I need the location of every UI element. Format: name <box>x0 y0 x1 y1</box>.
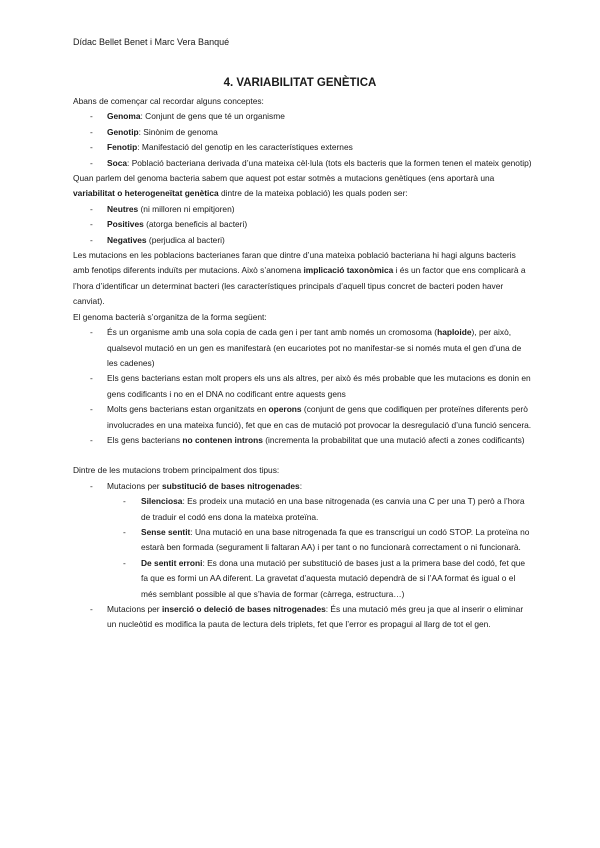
concept-term: Genoma <box>107 111 141 122</box>
substitution-text: : Es prodeix una mutació en una base nitrogenada (es canvia una C per una T) però a l’hora de traduir el codó ens dona la mateixa proteïna. <box>141 496 525 522</box>
list-item <box>73 371 533 402</box>
text-run: ), per això, qualsevol mutació en un gen es manifestarà (en eucariotes pot no manifestar-se si només muta el gen d’una de les cadenes) <box>107 327 522 368</box>
text-run: (incrementa la probabilitat que una mutació afecti a zones codificants) <box>262 434 525 445</box>
separator: : <box>127 157 132 168</box>
list-item <box>73 325 533 371</box>
text-run: Mutacions per <box>107 604 162 614</box>
separator: : <box>138 126 144 137</box>
text-run: Molts gens bacterians estan organitzats en <box>107 404 269 415</box>
list-item <box>73 109 533 124</box>
bold-run: no contenen introns <box>182 434 263 445</box>
substitution-text: : Una mutació en una base nitrogenada fa que es transcrigui un codó STOP. La proteïna no estarà ben formada (segurament li faltaran AA) i per tant o no funcionarà correctament o ni funcionarà. <box>141 526 530 553</box>
text-run: : <box>299 480 303 491</box>
mutation-effects-list <box>73 202 533 248</box>
text-run: i és un factor que ens complicarà a l’hora d’identificar un determinat bacteri (les característiques principals d’aquell tipus concret de bacteri poden haver canviat). <box>73 265 526 307</box>
bold-run: inserció o deleció de bases nitrogenades <box>161 604 326 614</box>
effect-term: Neutres <box>107 203 139 214</box>
separator: : <box>140 111 146 122</box>
concept-text: Població bacteriana derivada d’una mateixa cèl·lula (tots els bacteris que la formen tenen el mateix genotip) <box>131 157 532 168</box>
spacer <box>73 448 533 463</box>
substitution-list <box>99 494 533 602</box>
list-item <box>99 494 533 525</box>
organization-list <box>73 325 533 448</box>
list-item <box>73 602 533 633</box>
list-item <box>73 433 533 448</box>
effect-term: Positives <box>107 219 144 230</box>
list-item <box>73 156 533 171</box>
effect-term: Negatives <box>107 234 147 245</box>
bold-run: haploide <box>437 327 472 338</box>
bold-run: variabilitat o heterogeneïtat genètica <box>73 188 219 199</box>
mutation-types-paragraph: Dintre de les mutacions trobem principalment dos tipus: <box>73 465 280 476</box>
text-run: : És una mutació més greu ja que al inserir o eliminar un nucleòtid es modifica la pauta de lectura dels triplets, fet que l’error es propagui al llarg de tot el gen. <box>107 604 524 630</box>
taxonomy-paragraph <box>73 248 533 310</box>
page-header: Dídac Bellet Benet i Marc Vera Banqué <box>73 37 230 47</box>
effect-text: (atorga beneficis al bacteri) <box>143 219 248 230</box>
list-item <box>73 202 533 217</box>
list-item <box>73 217 533 232</box>
text-run: dintre de la mateixa població) les quals poden ser: <box>218 188 408 199</box>
mutation-types-list <box>73 479 533 633</box>
concept-text: Sinònim de genoma <box>143 126 218 137</box>
mutations-paragraph <box>73 171 533 202</box>
concept-term: Fenotip <box>107 142 138 153</box>
separator: : <box>137 142 142 153</box>
list-item <box>73 479 533 602</box>
text-run: Els gens bacterians estan molt propers els uns als altres, per això és més probable que les mutacions es donin en gens codificants i no en el DNA no codificant entre aquests gens <box>107 373 531 399</box>
organization-paragraph: El genoma bacterià s’organitza de la forma següent: <box>73 311 267 322</box>
concept-text: Manifestació del genotip en les característiques externes <box>141 142 353 153</box>
concept-text: Conjunt de gens que té un organisme <box>145 111 285 122</box>
text-run: Quan parlem del genoma bacteria sabem que aquest pot estar sotmès a mutacions genètiques (ens aportarà una <box>73 173 495 184</box>
concepts-list <box>73 109 533 171</box>
bold-run: operons <box>268 404 302 415</box>
text-run: Els gens bacterians <box>107 434 183 445</box>
list-item <box>73 125 533 140</box>
concept-term: Soca <box>107 157 128 168</box>
substitution-term: Sense sentit <box>141 526 191 537</box>
document-body <box>73 94 533 633</box>
intro-paragraph: Abans de començar cal recordar alguns conceptes: <box>73 96 264 106</box>
substitution-term: Silenciosa <box>141 496 183 507</box>
substitution-term: De sentit erroni <box>141 557 203 568</box>
text-run: És un organisme amb una sola copia de cada gen i per tant amb només un cromosoma ( <box>107 327 438 338</box>
list-item <box>73 402 533 433</box>
concept-term: Genotip <box>107 126 139 137</box>
list-item <box>73 233 533 248</box>
bold-run: implicació taxonòmica <box>303 265 394 276</box>
bold-run: substitució de bases nitrogenades <box>161 480 300 491</box>
substitution-text: : Es dona una mutació per substitució de bases just a la primera base del codó, fet que fa que es formi un AA diferent. La gravetat d’aquesta mutació dependrà de si l’AA format és igual o el més semblant possible al que s’havia de formar (càrrega, estructura…) <box>141 557 526 599</box>
text-run: (conjunt de gens que codifiquen per proteïnes diferents però involucrades en una mateixa funció), fet que en cas de mutació pot provocar la desregulació d’una funció sencera. <box>107 404 532 430</box>
section-title: 4. VARIABILITAT GENÈTICA <box>223 77 377 89</box>
text-run: Les mutacions en les poblacions bacterianes faran que dintre d’una mateixa població bacteriana hi hagi alguns bacteris amb fenotips diferents induïts per mutacions. Això s’anomena <box>73 250 516 276</box>
effect-text: (ni milloren ni empitjoren) <box>138 203 235 214</box>
list-item <box>73 140 533 155</box>
list-item <box>99 556 533 602</box>
list-item <box>99 525 533 556</box>
text-run: Mutacions per <box>107 480 162 491</box>
effect-text: (perjudica al bacteri) <box>146 234 225 245</box>
